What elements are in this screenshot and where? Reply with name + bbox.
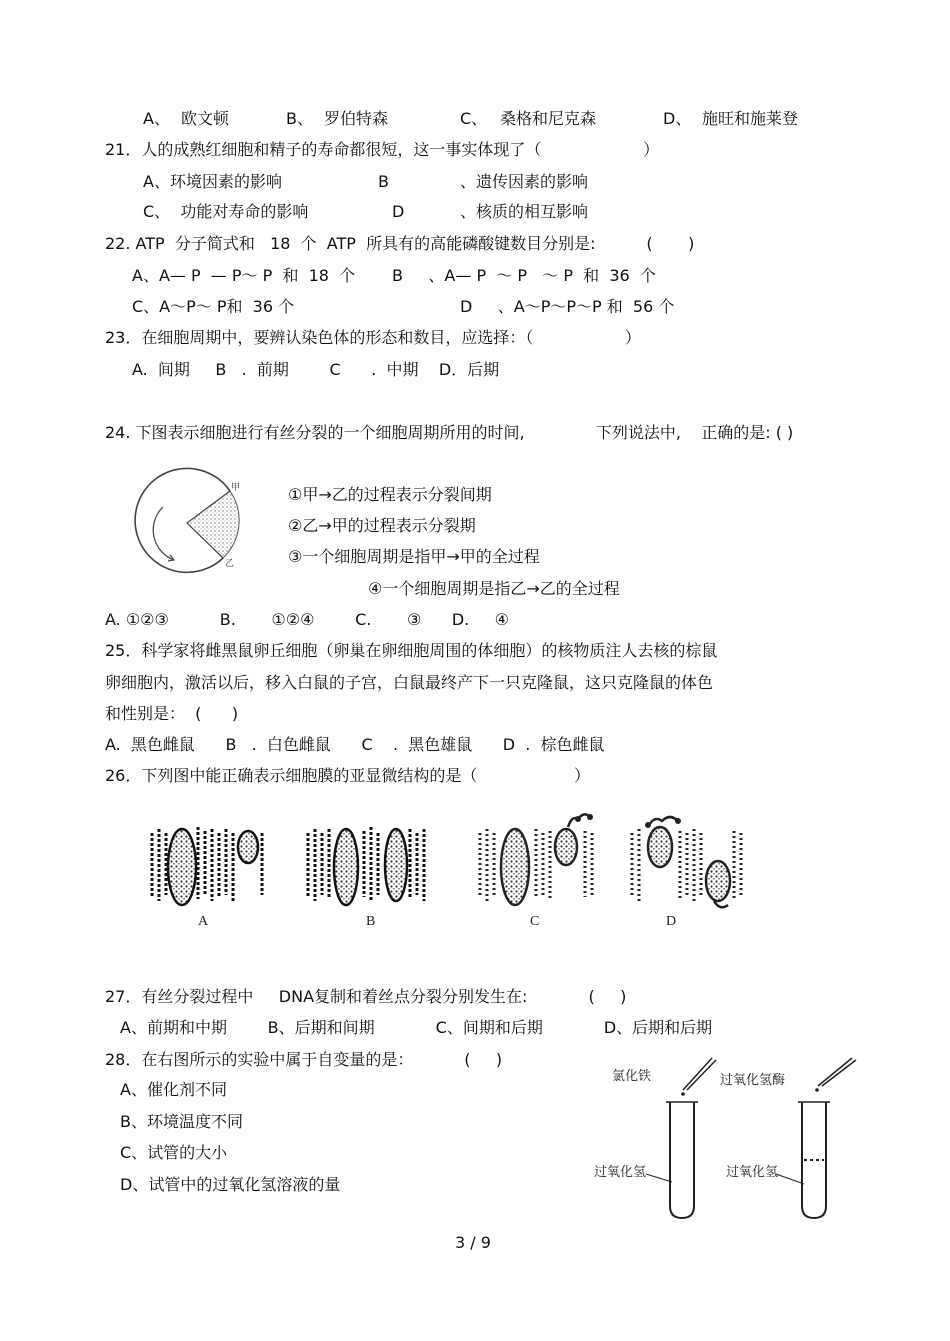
q25-stem-line3: 和性别是： ( ) [105, 704, 239, 723]
q23-options: A. 间期 B . 前期 C . 中期 D．后期 [132, 360, 500, 379]
q20-option-d-text: 施旺和施莱登 [702, 109, 799, 128]
q21-option-d: 、核质的相互影响 [460, 202, 589, 221]
cell-cycle-diagram [130, 462, 275, 587]
q25-options: A. 黑色雌鼠 B . 白色雌鼠 C . 黑色雄鼠 D . 棕色雌鼠 [105, 735, 605, 754]
q20-option-c-text: 桑格和尼克森 [500, 109, 597, 128]
label-jia: 甲 [231, 483, 241, 493]
q24-statement-1: ①甲→乙的过程表示分裂间期 [288, 485, 492, 504]
q20-option-c-letter: C、 [460, 109, 488, 128]
panel-a-label: A [198, 914, 209, 929]
q20-option-d-letter: D、 [663, 109, 692, 128]
q26-stem: 26．下列图中能正确表示细胞膜的亚显微结构的是（ ） [105, 766, 590, 785]
q20-option-b-letter: B、 [286, 109, 313, 128]
membrane-panel-b [308, 827, 424, 929]
page-number: 3 / 9 [455, 1233, 491, 1252]
q21-option-a: A、环境因素的影响 [143, 172, 282, 191]
q21-option-b-letter: B [378, 172, 389, 191]
panel-d-label: D [666, 914, 677, 929]
panel-c-label: C [530, 914, 540, 929]
label-right-h2o2: 过氧化氢 [726, 1165, 779, 1180]
membrane-figure [140, 805, 760, 935]
membrane-panel-c [480, 814, 593, 929]
q21-option-d-letter: D [392, 202, 405, 221]
q25-stem-line2: 卵细胞内，激活以后，移入白鼠的子宫，白鼠最终产下一只克隆鼠，这只克隆鼠的体色 [105, 673, 714, 692]
q24-statement-2: ②乙→甲的过程表示分裂期 [288, 516, 476, 535]
q22-option-d: D 、A～P～P～P 和 56 个 [460, 297, 675, 316]
q27-stem: 27．有丝分裂过程中 DNA复制和着丝点分裂分别发生在: ( ) [105, 987, 627, 1006]
label-ferric-chloride: 氯化铁 [612, 1069, 652, 1084]
q28-option-c: C、试管的大小 [120, 1143, 228, 1162]
experiment-figure [590, 1050, 870, 1230]
q21-option-b: 、遗传因素的影响 [460, 172, 589, 191]
q24-statement-4: ④一个细胞周期是指乙→乙的全过程 [368, 579, 620, 598]
label-yi: 乙 [225, 559, 235, 569]
q20-option-b-text: 罗伯特森 [324, 109, 389, 128]
q20-option-a-text: 欧文顿 [181, 109, 230, 128]
q22-option-c: C、A～P～ P和 36 个 [132, 297, 295, 316]
q28-stem: 28．在右图所示的实验中属于自变量的是： ( ) [105, 1050, 503, 1069]
q24-stem: 24. 下图表示细胞进行有丝分裂的一个细胞周期所用的时间, 下列说法中, 正确的是: ( ) [105, 423, 794, 442]
q28-option-a: A、催化剂不同 [120, 1080, 227, 1099]
q28-option-d: D、试管中的过氧化氢溶液的量 [120, 1175, 341, 1194]
membrane-panel-a [152, 827, 262, 929]
q22-option-b: B 、A— P ～ P ～ P 和 36 个 [392, 266, 656, 285]
label-left-h2o2: 过氧化氢 [594, 1165, 647, 1180]
q24-options: A. ①②③ B. ①②④ C. ③ D. ④ [105, 610, 510, 629]
q25-stem-line1: 25．科学家将雌黑鼠卵丘细胞（卵巢在卵细胞周围的体细胞）的核物质注人去核的棕鼠 [105, 641, 718, 660]
q21-stem: 21．人的成熟红细胞和精子的寿命都很短，这一事实体现了（ ） [105, 140, 660, 159]
q22-stem: 22. ATP 分子简式和 18 个 ATP 所具有的高能磷酸键数目分别是: ( ) [105, 234, 695, 253]
membrane-panel-d [632, 817, 741, 929]
panel-b-label: B [366, 914, 376, 929]
q22-option-a: A、A— P — P～ P 和 18 个 [132, 266, 356, 285]
q27-options: A、前期和中期 B、后期和间期 C、间期和后期 D、后期和后期 [120, 1018, 713, 1037]
q28-option-b: B、环境温度不同 [120, 1112, 243, 1131]
label-catalase: 过氧化氢酶 [720, 1073, 786, 1088]
q24-statement-3: ③一个细胞周期是指甲→甲的全过程 [288, 547, 540, 566]
q20-option-a-letter: A、 [143, 109, 170, 128]
q23-stem: 23．在细胞周期中，要辨认染色体的形态和数目，应选择：（ ） [105, 328, 641, 347]
q21-option-c: C、 功能对寿命的影响 [143, 202, 309, 221]
